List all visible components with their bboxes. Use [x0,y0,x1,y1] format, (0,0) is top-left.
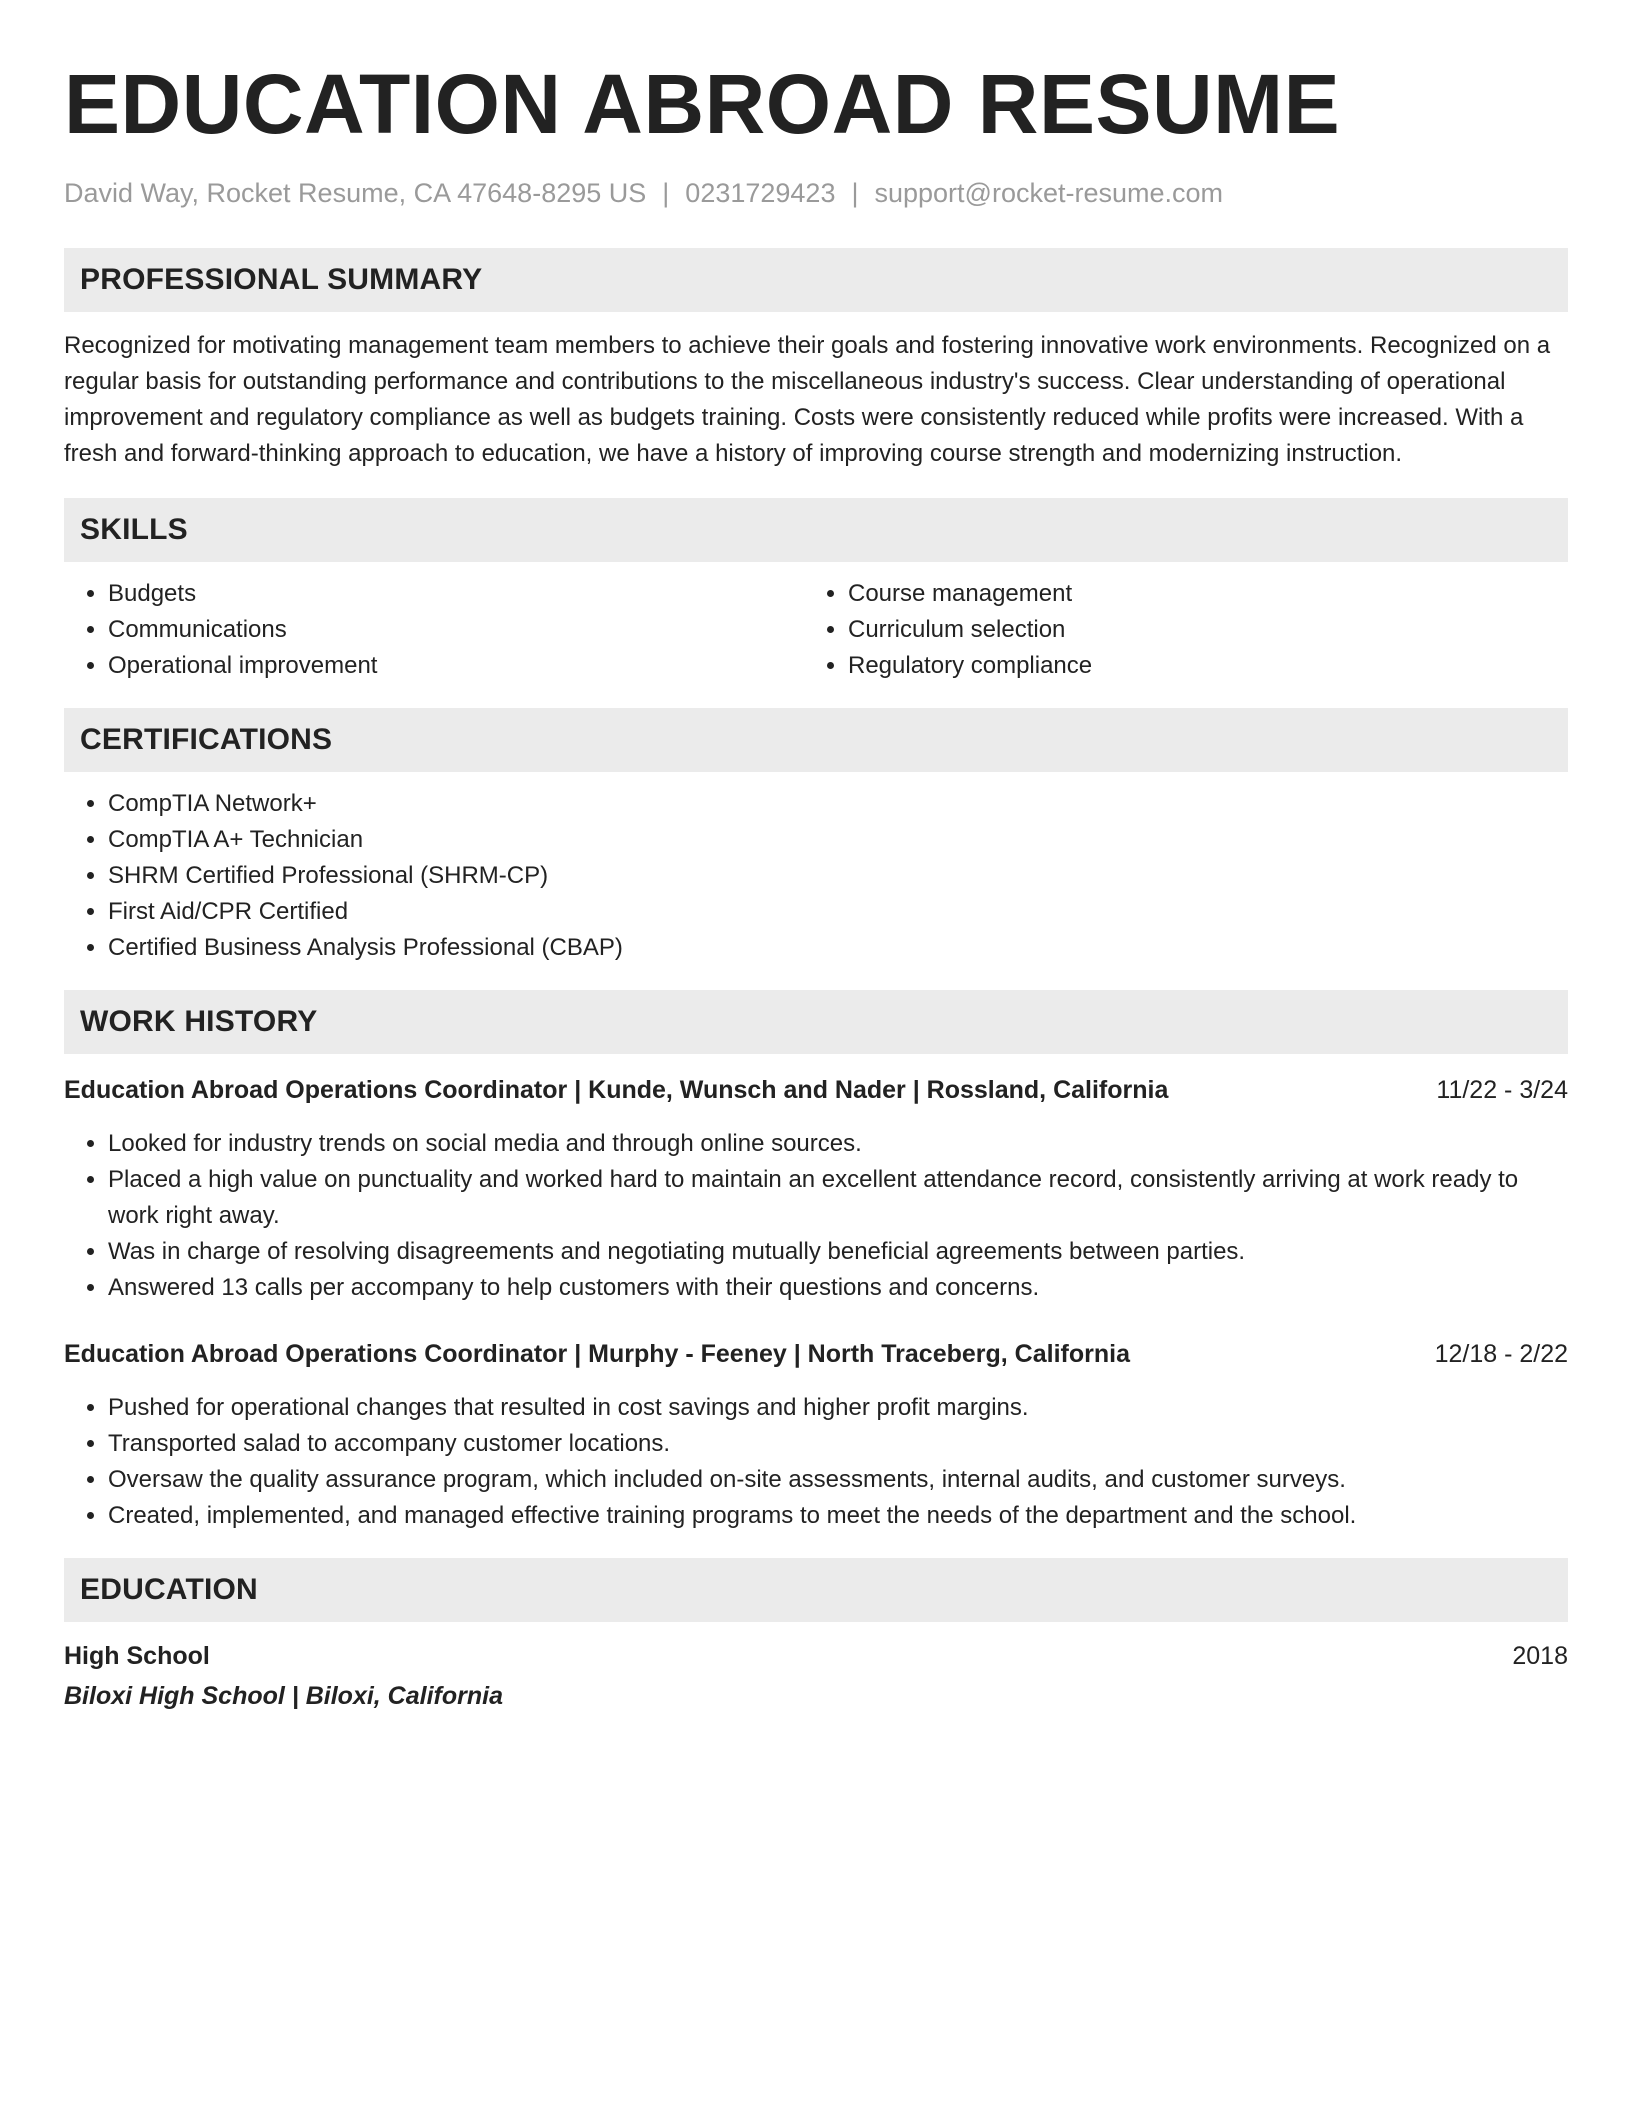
contact-separator: | [851,178,859,208]
section-header-summary: PROFESSIONAL SUMMARY [64,248,1568,312]
certification-item: • First Aid/CPR Certified [108,894,1568,930]
education-entry [64,1638,1568,1714]
job-bullets [64,1126,1568,1306]
contact-email: support@rocket-resume.com [874,178,1224,208]
section-header-skills: SKILLS [64,498,1568,562]
job-bullet: • Pushed for operational changes that resulted in cost savings and higher profit margins. [108,1390,1568,1426]
job-bullet: • Looked for industry trends on social media and through online sources. [108,1126,1568,1162]
job-header [64,1336,1568,1372]
certification-item: • SHRM Certified Professional (SHRM-CP) [108,858,1568,894]
section-header-certifications: CERTIFICATIONS [64,708,1568,772]
contact-line [64,176,1568,210]
job-entry [64,1336,1568,1534]
education-header [64,1638,1568,1674]
skill-item: • Budgets [108,576,804,612]
job-header [64,1072,1568,1108]
job-bullet: • Transported salad to accompany customer locations. [108,1426,1568,1462]
summary-text: Recognized for motivating management team members to achieve their goals and fostering innovative work environments. Recognized on a regular basis for outstanding performance and contributions to the miscellaneous industry's success. Clear understanding of operational improvement and regulatory compliance as well as budgets training. Costs were consistently reduced while profits were increased. With a fresh and forward-thinking approach to education, we have a history of improving course strength and modernizing instruction. [64,332,1551,467]
contact-separator: | [662,178,670,208]
skills-list [64,576,1568,684]
job-dates: 11/22 - 3/24 [1436,1076,1568,1104]
section-header-education: EDUCATION [64,1558,1568,1622]
contact-phone: 0231729423 [685,178,836,208]
education-year: 2018 [1512,1642,1568,1670]
skill-item: • Communications [108,612,804,648]
skills-column-right [804,576,1544,684]
skill-item: • Operational improvement [108,648,804,684]
skills-column-left [64,576,804,684]
certification-item: • Certified Business Analysis Professional (CBAP) [108,930,1568,966]
contact-address: David Way, Rocket Resume, CA 47648-8295 US [64,178,647,208]
skill-item: • Course management [848,576,1544,612]
skill-item: • Curriculum selection [848,612,1544,648]
resume-title: EDUCATION ABROAD RESUME [64,57,1341,151]
job-bullet: • Answered 13 calls per accompany to help customers with their questions and concerns. [108,1270,1568,1306]
job-bullets [64,1390,1568,1534]
job-bullet: • Was in charge of resolving disagreements and negotiating mutually beneficial agreements between parties. [108,1234,1568,1270]
skill-item: • Regulatory compliance [848,648,1544,684]
job-title: Education Abroad Operations Coordinator | Murphy - Feeney | North Traceberg, California [64,1340,1130,1368]
job-title: Education Abroad Operations Coordinator | Kunde, Wunsch and Nader | Rossland, California [64,1076,1169,1104]
certification-item: • CompTIA Network+ [108,786,1568,822]
job-bullet: • Oversaw the quality assurance program, which included on-site assessments, internal audits, and customer surveys. [108,1462,1568,1498]
job-entry [64,1072,1568,1306]
job-bullet: • Placed a high value on punctuality and worked hard to maintain an excellent attendance record, consistently arriving at work ready to work right away. [108,1162,1568,1234]
certification-item: • CompTIA A+ Technician [108,822,1568,858]
education-degree: High School [64,1642,210,1670]
education-school: Biloxi High School | Biloxi, California [64,1682,503,1710]
section-header-work-history: WORK HISTORY [64,990,1568,1054]
job-bullet: • Created, implemented, and managed effective training programs to meet the needs of the department and the school. [108,1498,1568,1534]
certifications-list [64,786,1568,966]
job-dates: 12/18 - 2/22 [1434,1340,1568,1368]
